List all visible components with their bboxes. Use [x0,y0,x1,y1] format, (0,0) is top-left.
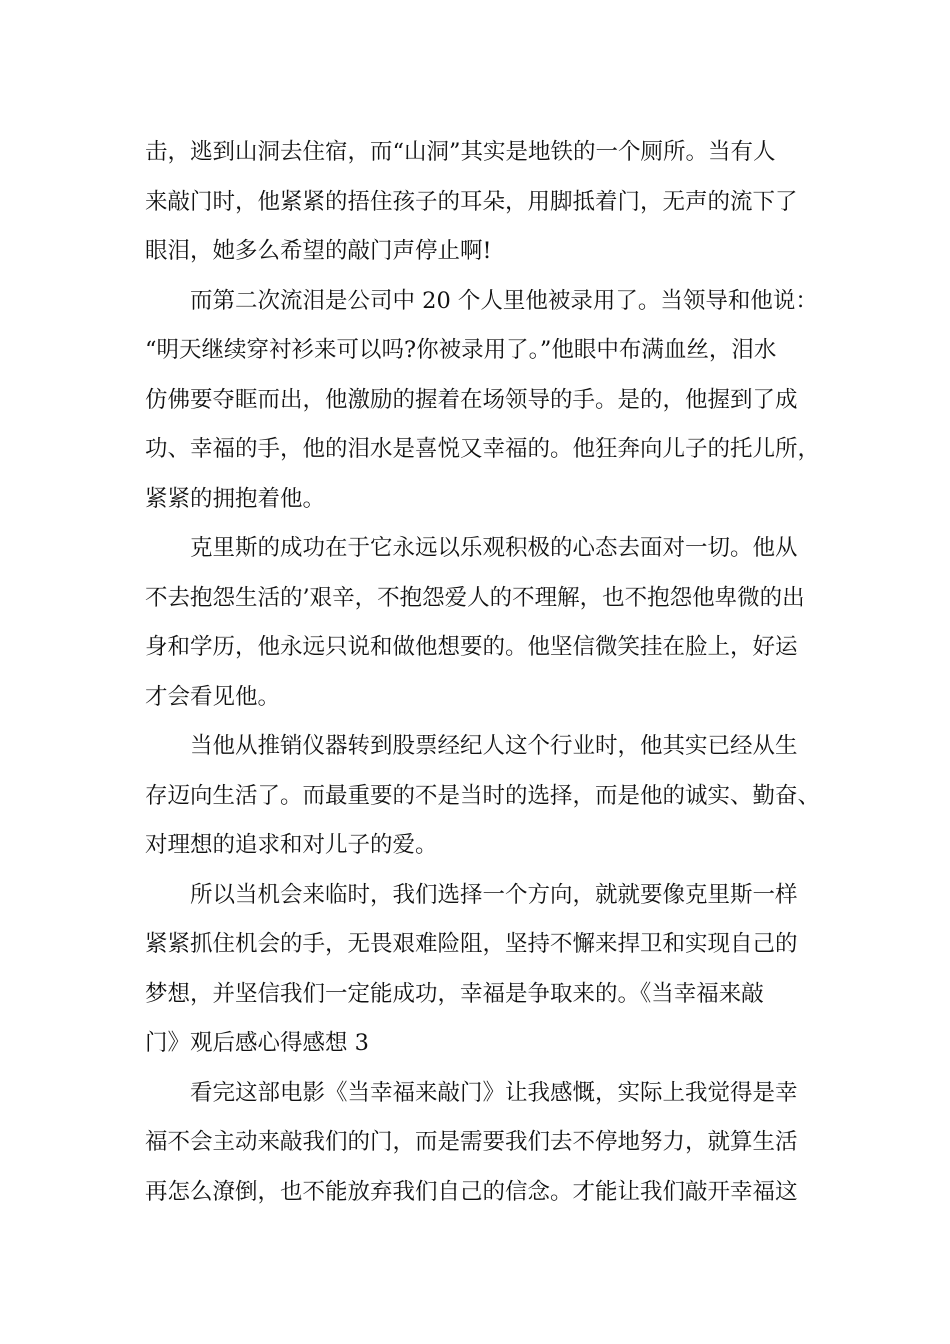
text-line: 紧紧抓住机会的手，无畏艰难险阻，坚持不懈来捍卫和实现自己的 [145,931,798,957]
text-line: 而第二次流泪是公司中 20 个人里他被录用了。当领导和他说： [190,287,818,314]
text-line: 当他从推销仪器转到股票经纪人这个行业时，他其实已经从生 [190,733,798,759]
text-line: 身和学历，他永远只说和做他想要的。他坚信微笑挂在脸上，好运 [145,634,798,660]
text-line: 不去抱怨生活的’艰辛，不抱怨爱人的不理解，也不抱怨他卑微的出 [145,584,805,611]
text-line: 仿佛要夺眶而出，他激励的握着在场领导的手。是的，他握到了成 [145,386,798,413]
text-line: 才会看见他。 [145,683,281,710]
text-line: 克里斯的成功在于它永远以乐观积极的心态去面对一切。他从 [190,535,798,561]
text-line: 再怎么潦倒，也不能放弃我们自己的信念。才能让我们敲开幸福这 [145,1178,798,1205]
text-line: 所以当机会来临时，我们选择一个方向，就就要像克里斯一样 [190,881,798,908]
text-line: 击，逃到山洞去住宿，而“山洞”其实是地铁的一个厕所。当有人 [145,139,776,165]
text-line: 看完这部电影《当幸福来敲门》让我感慨，实际上我觉得是幸 [190,1079,798,1106]
text-line: 梦想，并坚信我们一定能成功，幸福是争取来的。《当幸福来敲 [145,980,764,1007]
text-line: “明天继续穿衬衫来可以吗?你被录用了。”他眼中布满血丝，泪水 [145,337,777,363]
text-line: 功、幸福的手，他的泪水是喜悦又幸福的。他狂奔向儿子的托儿所， [145,436,821,462]
text-line: 存迈向生活了。而最重要的不是当时的选择，而是他的诚实、勤奋、 [145,782,821,809]
text-line: 福不会主动来敲我们的门，而是需要我们去不停地努力，就算生活 [145,1129,798,1155]
text-line: 对理想的追求和对儿子的爱。 [145,832,438,858]
text-line: 来敲门时，他紧紧的捂住孩子的耳朵，用脚抵着门，无声的流下了 [145,188,798,215]
text-line: 门》观后感心得感想 3 [145,1030,369,1056]
text-line: 紧紧的拥抱着他。 [145,485,326,512]
text-line: 眼泪，她多么希望的敲门声停止啊! [145,238,492,264]
body-text [145,128,821,1217]
